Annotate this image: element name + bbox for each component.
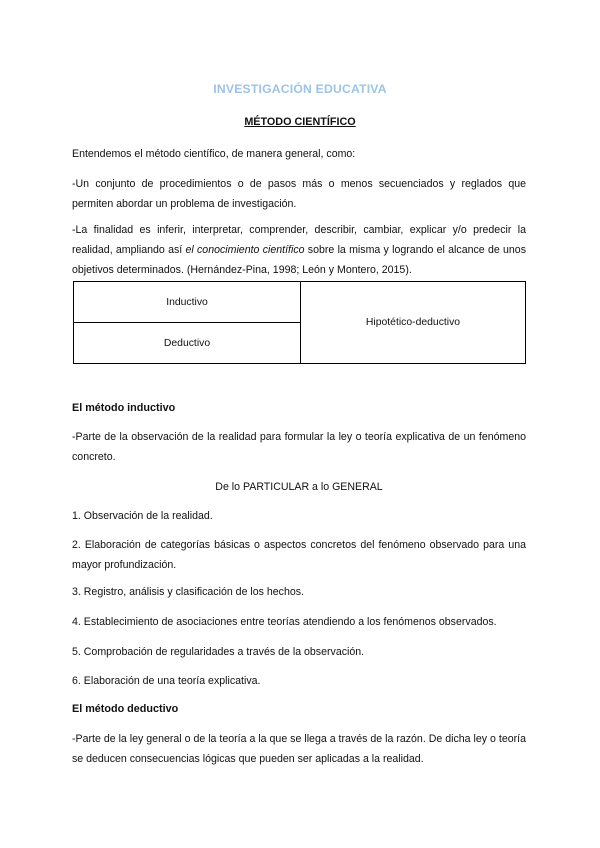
inductive-step: 1. Observación de la realidad. <box>72 510 213 522</box>
intro-paragraph: Entendemos el método científico, de manera general, como: <box>72 148 356 160</box>
inductive-step: 4. Establecimiento de asociaciones entre teorías atendiendo a los fenómenos observados. <box>72 616 497 628</box>
definition-2-italic: el conocimiento científico <box>185 244 305 256</box>
inductive-step: 3. Registro, análisis y clasificación de los hechos. <box>72 586 304 598</box>
table-cell-hipotetico-deductivo: Hipotético-deductivo <box>301 282 526 364</box>
section-heading: MÉTODO CIENTÍFICO <box>244 116 356 128</box>
definition-paragraph-1: -Un conjunto de procedimientos o de pasos más o menos secuenciados y reglados que permiten abordar un problema de investigación. <box>72 178 526 210</box>
inductive-heading: El método inductivo <box>72 402 176 414</box>
methods-table <box>73 281 526 364</box>
deductive-heading: El método deductivo <box>72 703 179 715</box>
inductive-step: 2. Elaboración de categorías básicas o aspectos concretos del fenómeno observado para una mayor profundización. <box>72 539 526 571</box>
table-cell-inductivo: Inductivo <box>74 282 301 323</box>
deductive-description: -Parte de la ley general o de la teoría a la que se llega a través de la razón. De dicha ley o teoría se deducen consecuencias lógicas que pueden ser aplicadas a la realidad. <box>72 733 526 765</box>
inductive-direction: De lo PARTICULAR a lo GENERAL <box>215 481 383 493</box>
table-cell-deductivo: Deductivo <box>74 323 301 364</box>
definition-paragraph-2 <box>72 220 526 280</box>
document-title: INVESTIGACIÓN EDUCATIVA <box>213 82 387 96</box>
inductive-step: 5. Comprobación de regularidades a través de la observación. <box>72 646 365 658</box>
inductive-description: -Parte de la observación de la realidad para formular la ley o teoría explicativa de un fenómeno concreto. <box>72 431 526 463</box>
definition-2-text: -La finalidad es inferir, interpretar, comprender, describir, cambiar, explicar y/o predecir la realidad, ampliando así <box>72 224 526 256</box>
inductive-step: 6. Elaboración de una teoría explicativa. <box>72 675 261 687</box>
definition-2-text-end: sobre la misma y logrando el alcance de unos objetivos determinados. (Hernández-Pina, 1998; León y Montero, 2015). <box>72 244 526 276</box>
